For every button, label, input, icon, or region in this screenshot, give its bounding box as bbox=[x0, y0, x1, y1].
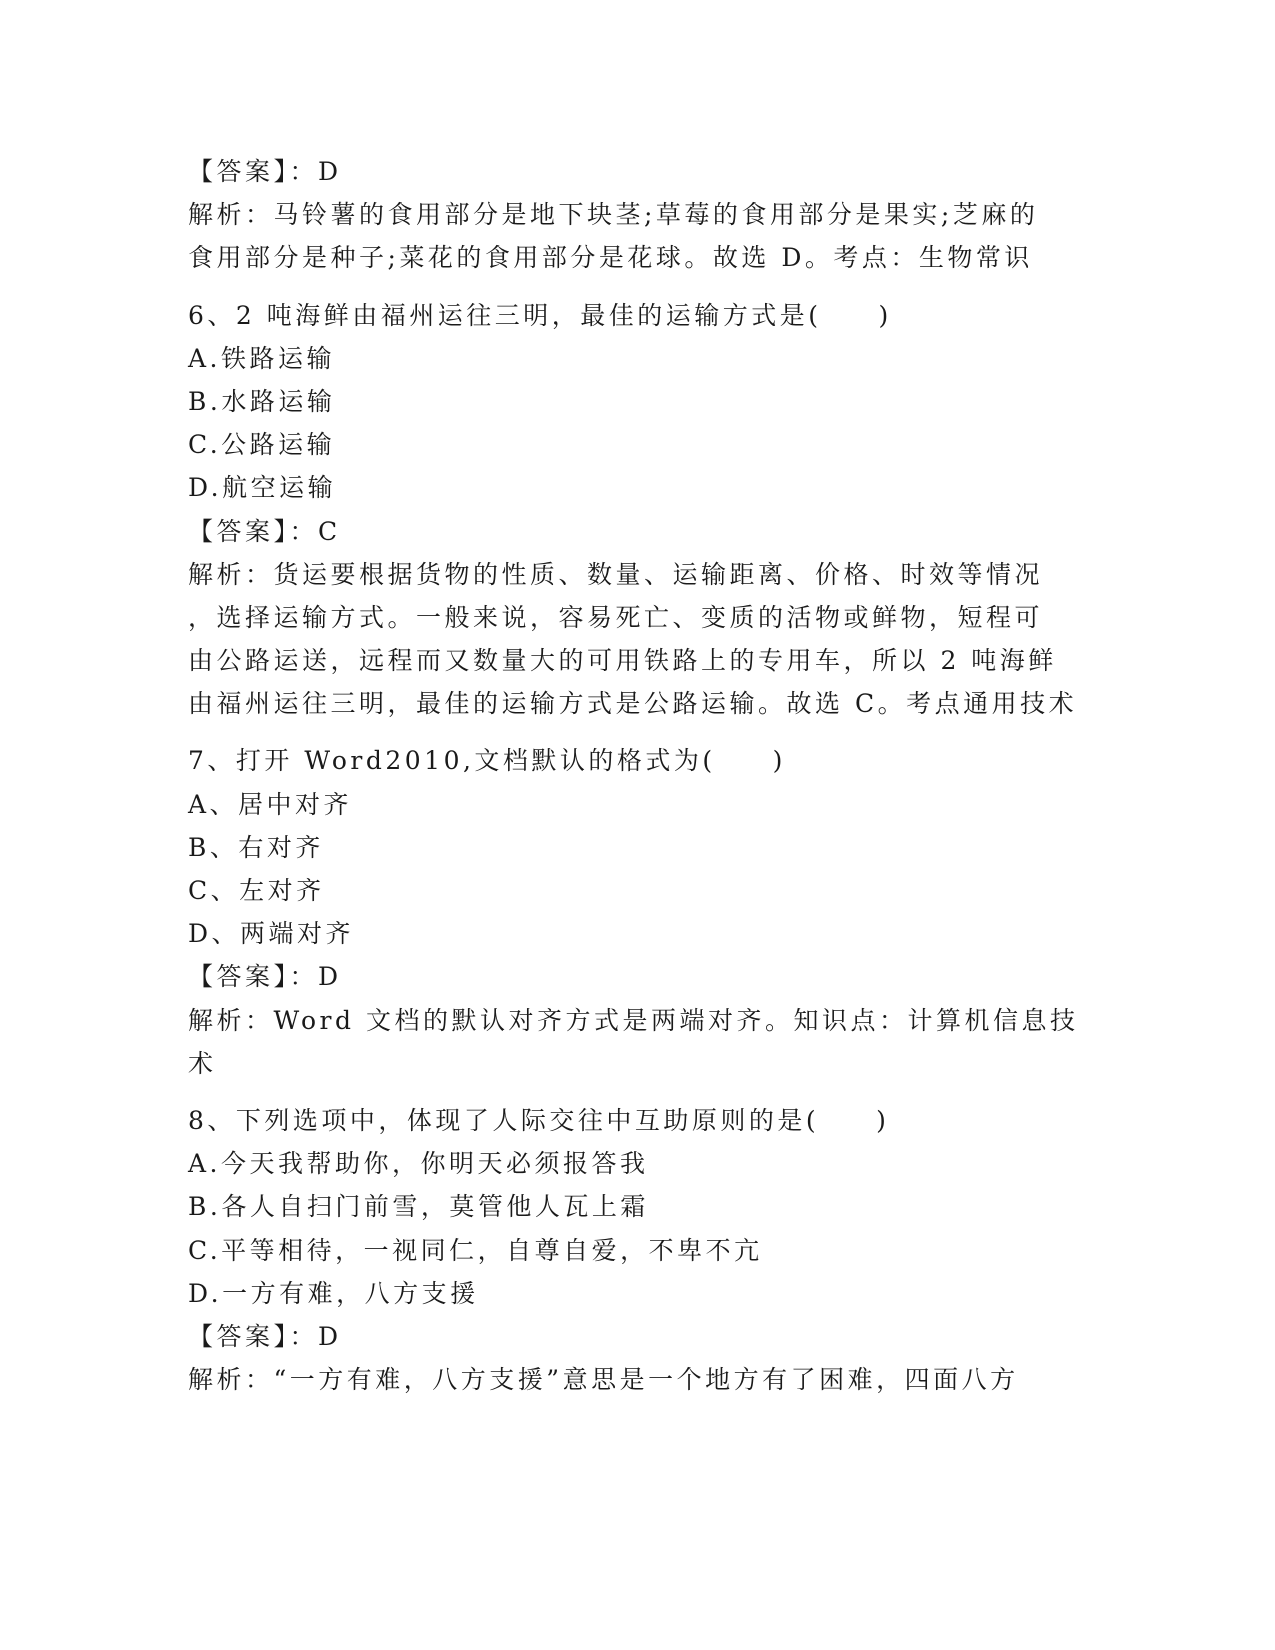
answer-line: 【答案】：D bbox=[188, 1321, 342, 1351]
option-a: A.铁路运输 bbox=[188, 343, 336, 373]
explanation-line: 由公路运送，远程而又数量大的可用铁路上的专用车，所以 2 吨海鲜 bbox=[188, 646, 1057, 676]
block-spacer bbox=[188, 1085, 1088, 1099]
option-a: A.今天我帮助你，你明天必须报答我 bbox=[188, 1149, 649, 1179]
question-stem: 7、打开 Word2010,文档默认的格式为( ) bbox=[188, 746, 786, 776]
explanation-line: 解析：“一方有难，八方支援”意思是一个地方有了困难，四面八方 bbox=[188, 1365, 1019, 1395]
question-stem: 8、下列选项中，体现了人际交往中互助原则的是( ) bbox=[188, 1105, 890, 1135]
option-c: C、左对齐 bbox=[188, 876, 325, 905]
explanation-line: 食用部分是种子;菜花的食用部分是花球。故选 D。考点：生物常识 bbox=[188, 243, 1033, 273]
explanation-line: 由福州运往三明，最佳的运输方式是公路运输。故选 C。考点通用技术 bbox=[188, 689, 1078, 719]
answer-line: 【答案】：C bbox=[188, 516, 341, 546]
option-b: B、右对齐 bbox=[188, 832, 324, 862]
block-spacer bbox=[188, 280, 1088, 294]
option-b: B.各人自扫门前雪，莫管他人瓦上霜 bbox=[188, 1192, 649, 1222]
explanation-line: 解析：马铃薯的食用部分是地下块茎;草莓的食用部分是果实;芝麻的 bbox=[188, 200, 1039, 230]
question-block-6 bbox=[188, 294, 1088, 726]
explanation-line: 解析：货运要根据货物的性质、数量、运输距离、价格、时效等情况 bbox=[188, 559, 1044, 589]
option-c: C.公路运输 bbox=[188, 430, 336, 460]
option-b: B.水路运输 bbox=[188, 386, 336, 416]
explanation-line: 术 bbox=[188, 1048, 217, 1078]
question-stem: 6、2 吨海鲜由福州运往三明，最佳的运输方式是( ) bbox=[188, 300, 892, 330]
block-spacer bbox=[188, 725, 1088, 739]
answer-line: 【答案】：D bbox=[188, 157, 342, 186]
explanation-line: ，选择运输方式。一般来说，容易死亡、变质的活物或鲜物，短程可 bbox=[188, 602, 1044, 632]
option-d: D、两端对齐 bbox=[188, 919, 355, 949]
question-block-5-tail bbox=[188, 150, 1088, 280]
document-content bbox=[188, 150, 1088, 1401]
explanation-line: 解析：Word 文档的默认对齐方式是两端对齐。知识点：计算机信息技 bbox=[188, 1005, 1079, 1035]
answer-line: 【答案】：D bbox=[188, 962, 342, 992]
option-a: A、居中对齐 bbox=[188, 789, 353, 819]
option-d: D.一方有难，八方支援 bbox=[188, 1278, 479, 1308]
question-block-7 bbox=[188, 739, 1088, 1085]
question-block-8 bbox=[188, 1099, 1088, 1401]
option-c: C.平等相待，一视同仁，自尊自爱，不卑不亢 bbox=[188, 1235, 763, 1265]
option-d: D.航空运输 bbox=[188, 473, 337, 503]
